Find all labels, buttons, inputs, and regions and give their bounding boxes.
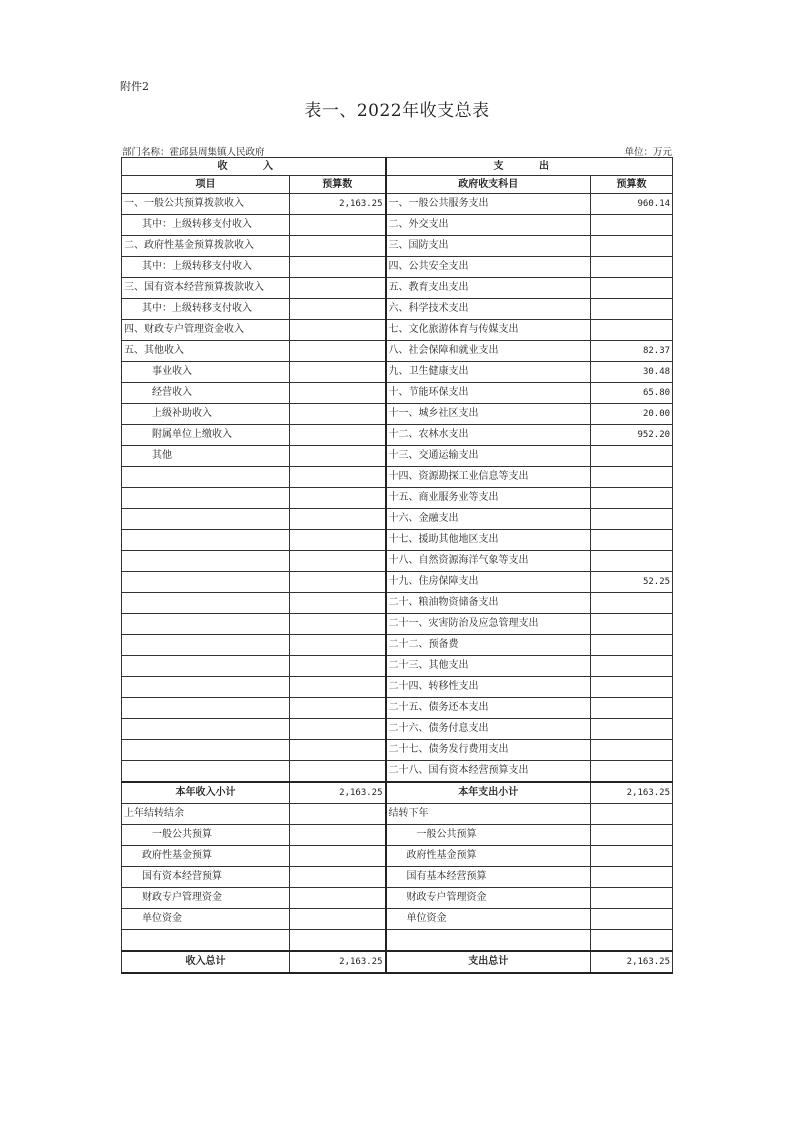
expense-item-cell: 二十七、债务发行费用支出	[386, 740, 591, 761]
income-budget-cell	[290, 593, 386, 614]
carry-income-value	[290, 825, 386, 846]
income-item-cell: 二、政府性基金预算拨款收入	[122, 236, 290, 257]
expense-item-cell: 二十四、转移性支出	[386, 677, 591, 698]
expense-item-cell: 十二、农林水支出	[386, 425, 591, 446]
expense-budget-cell	[591, 320, 673, 341]
expense-budget-cell: 20.00	[591, 404, 673, 425]
expense-budget-cell: 960.14	[591, 194, 673, 215]
department-name: 部门名称：霍邱县周集镇人民政府	[122, 147, 265, 158]
table-row	[122, 320, 673, 341]
expense-budget-cell	[591, 530, 673, 551]
expense-item-cell: 十、节能环保支出	[386, 383, 591, 404]
carry-expense-value	[591, 909, 673, 930]
income-item-cell	[122, 740, 290, 761]
expense-subtotal-value: 2,163.25	[591, 782, 673, 804]
table-row	[122, 215, 673, 236]
income-budget-cell	[290, 299, 386, 320]
expense-budget-cell	[591, 215, 673, 236]
carry-income-label: 财政专户管理资金	[122, 888, 290, 909]
expense-item-cell: 四、公共安全支出	[386, 257, 591, 278]
income-budget-cell	[290, 656, 386, 677]
expense-budget-cell	[591, 593, 673, 614]
expense-section-header: 支 出	[386, 158, 673, 176]
income-item-cell	[122, 614, 290, 635]
expense-item-cell: 七、文化旅游体育与传媒支出	[386, 320, 591, 341]
expense-item-cell: 十九、住房保障支出	[386, 572, 591, 593]
expense-item-cell: 二十五、债务还本支出	[386, 698, 591, 719]
expense-item-cell: 十四、资源勘探工业信息等支出	[386, 467, 591, 488]
table-row	[122, 593, 673, 614]
expense-item-cell: 六、科学技术支出	[386, 299, 591, 320]
income-budget-cell: 2,163.25	[290, 194, 386, 215]
carry-row	[122, 930, 673, 952]
expense-item-cell: 十五、商业服务业等支出	[386, 488, 591, 509]
income-item-cell: 事业收入	[122, 362, 290, 383]
income-item-cell	[122, 551, 290, 572]
table-row	[122, 635, 673, 656]
income-item-cell	[122, 677, 290, 698]
expense-budget-cell	[591, 278, 673, 299]
expense-budget-cell: 30.48	[591, 362, 673, 383]
carry-expense-value	[591, 930, 673, 952]
income-item-cell	[122, 509, 290, 530]
expense-budget-cell: 52.25	[591, 572, 673, 593]
item-column-header: 项目	[122, 176, 290, 194]
income-budget-cell	[290, 236, 386, 257]
income-item-cell: 一、一般公共预算拨款收入	[122, 194, 290, 215]
income-subtotal-label: 本年收入小计	[122, 782, 290, 804]
carry-income-value	[290, 888, 386, 909]
expense-budget-cell	[591, 614, 673, 635]
income-item-cell: 其他	[122, 446, 290, 467]
expense-budget-cell: 952.20	[591, 425, 673, 446]
carry-row	[122, 825, 673, 846]
expense-item-cell: 九、卫生健康支出	[386, 362, 591, 383]
gov-expense-item-column-header: 政府收支科目	[386, 176, 591, 194]
income-budget-cell	[290, 425, 386, 446]
table-row	[122, 257, 673, 278]
carry-expense-label: 国有基本经营预算	[386, 867, 591, 888]
table-row	[122, 530, 673, 551]
income-item-cell: 四、财政专户管理资金收入	[122, 320, 290, 341]
table-row	[122, 740, 673, 761]
income-item-cell: 五、其他收入	[122, 341, 290, 362]
carry-expense-label: 单位资金	[386, 909, 591, 930]
expense-budget-cell	[591, 761, 673, 783]
income-item-cell	[122, 593, 290, 614]
expense-item-cell: 二、外交支出	[386, 215, 591, 236]
carry-income-value	[290, 804, 386, 825]
table-row	[122, 656, 673, 677]
income-budget-cell	[290, 257, 386, 278]
carry-income-label: 上年结转结余	[122, 804, 290, 825]
expense-budget-cell	[591, 509, 673, 530]
carry-expense-value	[591, 846, 673, 867]
table-row	[122, 278, 673, 299]
income-item-cell	[122, 719, 290, 740]
income-item-cell	[122, 698, 290, 719]
budget-column-header: 预算数	[290, 176, 386, 194]
income-item-cell: 其中：上级转移支付收入	[122, 215, 290, 236]
carry-expense-label: 结转下年	[386, 804, 591, 825]
expense-item-cell: 二十六、债务付息支出	[386, 719, 591, 740]
expense-budget-cell	[591, 635, 673, 656]
expense-budget-cell	[591, 467, 673, 488]
income-item-cell	[122, 467, 290, 488]
income-budget-cell	[290, 467, 386, 488]
expense-item-cell: 二十、粮油物资储备支出	[386, 593, 591, 614]
income-item-cell: 经营收入	[122, 383, 290, 404]
expense-item-cell: 五、教育支出支出	[386, 278, 591, 299]
expense-item-cell: 二十三、其他支出	[386, 656, 591, 677]
expense-budget-cell: 65.80	[591, 383, 673, 404]
income-budget-cell	[290, 362, 386, 383]
expense-budget-cell	[591, 488, 673, 509]
income-budget-cell	[290, 509, 386, 530]
carry-expense-label	[386, 930, 591, 952]
table-row	[122, 572, 673, 593]
expense-budget-cell	[591, 551, 673, 572]
income-budget-cell	[290, 614, 386, 635]
carry-income-value	[290, 846, 386, 867]
carry-expense-label: 一般公共预算	[386, 825, 591, 846]
attachment-label: 附件2	[120, 80, 149, 93]
budget2-column-header: 预算数	[591, 176, 673, 194]
expense-total-label: 支出总计	[386, 951, 591, 973]
income-item-cell	[122, 761, 290, 783]
subtotal-row	[122, 782, 673, 804]
income-total-value: 2,163.25	[290, 951, 386, 973]
carry-income-label: 国有资本经营预算	[122, 867, 290, 888]
expense-budget-cell	[591, 698, 673, 719]
carry-expense-label: 财政专户管理资金	[386, 888, 591, 909]
table-row	[122, 614, 673, 635]
carry-income-label: 政府性基金预算	[122, 846, 290, 867]
carry-expense-value	[591, 888, 673, 909]
carry-income-value	[290, 867, 386, 888]
expense-item-cell: 三、国防支出	[386, 236, 591, 257]
carry-income-label: 单位资金	[122, 909, 290, 930]
income-budget-cell	[290, 488, 386, 509]
expense-item-cell: 十一、城乡社区支出	[386, 404, 591, 425]
expense-budget-cell	[591, 299, 673, 320]
table-row	[122, 341, 673, 362]
carry-expense-value	[591, 825, 673, 846]
income-item-cell	[122, 488, 290, 509]
table-row	[122, 194, 673, 215]
table-row	[122, 404, 673, 425]
expense-subtotal-label: 本年支出小计	[386, 782, 591, 804]
expense-item-cell: 二十八、国有资本经营预算支出	[386, 761, 591, 783]
carry-expense-label: 政府性基金预算	[386, 846, 591, 867]
carry-row	[122, 846, 673, 867]
income-budget-cell	[290, 719, 386, 740]
carry-income-label: 一般公共预算	[122, 825, 290, 846]
income-budget-cell	[290, 551, 386, 572]
total-row	[122, 951, 673, 973]
carry-expense-value	[591, 867, 673, 888]
table-row	[122, 509, 673, 530]
table-row	[122, 551, 673, 572]
income-budget-cell	[290, 698, 386, 719]
table-row	[122, 299, 673, 320]
expense-item-cell: 十三、交通运输支出	[386, 446, 591, 467]
expense-budget-cell	[591, 257, 673, 278]
table-row	[122, 467, 673, 488]
income-budget-cell	[290, 404, 386, 425]
expense-item-cell: 二十二、预备费	[386, 635, 591, 656]
income-budget-cell	[290, 320, 386, 341]
income-item-cell	[122, 635, 290, 656]
table-row	[122, 362, 673, 383]
expense-budget-cell	[591, 740, 673, 761]
income-budget-cell	[290, 341, 386, 362]
carry-row	[122, 888, 673, 909]
expense-budget-cell	[591, 236, 673, 257]
carry-row	[122, 867, 673, 888]
table-row	[122, 719, 673, 740]
carry-income-value	[290, 909, 386, 930]
income-budget-cell	[290, 530, 386, 551]
expense-item-cell: 二十一、灾害防治及应急管理支出	[386, 614, 591, 635]
table-row	[122, 383, 673, 404]
expense-total-value: 2,163.25	[591, 951, 673, 973]
expense-item-cell: 十六、金融支出	[386, 509, 591, 530]
income-item-cell: 其中：上级转移支付收入	[122, 257, 290, 278]
expense-item-cell: 八、社会保障和就业支出	[386, 341, 591, 362]
income-budget-cell	[290, 446, 386, 467]
income-item-cell: 附属单位上缴收入	[122, 425, 290, 446]
expense-budget-cell: 82.37	[591, 341, 673, 362]
carry-income-value	[290, 930, 386, 952]
table-row	[122, 698, 673, 719]
carry-expense-value	[591, 804, 673, 825]
expense-budget-cell	[591, 719, 673, 740]
income-subtotal-value: 2,163.25	[290, 782, 386, 804]
table-row	[122, 236, 673, 257]
page-title: 表一、2022年收支总表	[304, 101, 490, 121]
income-item-cell	[122, 656, 290, 677]
income-budget-cell	[290, 635, 386, 656]
income-budget-cell	[290, 215, 386, 236]
expense-item-cell: 一、一般公共服务支出	[386, 194, 591, 215]
income-budget-cell	[290, 740, 386, 761]
carry-income-label	[122, 930, 290, 952]
income-budget-cell	[290, 677, 386, 698]
table-row	[122, 446, 673, 467]
header-row-columns	[122, 176, 673, 194]
carry-row	[122, 909, 673, 930]
income-budget-cell	[290, 383, 386, 404]
unit-label: 单位：万元	[624, 147, 672, 158]
income-total-label: 收入总计	[122, 951, 290, 973]
income-budget-cell	[290, 761, 386, 783]
header-row-sections	[122, 158, 673, 176]
carry-row	[122, 804, 673, 825]
income-section-header: 收 入	[122, 158, 386, 176]
income-item-cell	[122, 530, 290, 551]
budget-summary-table	[121, 157, 673, 974]
income-item-cell: 上级补助收入	[122, 404, 290, 425]
table-row	[122, 488, 673, 509]
table-row	[122, 761, 673, 783]
income-budget-cell	[290, 572, 386, 593]
expense-budget-cell	[591, 446, 673, 467]
expense-budget-cell	[591, 656, 673, 677]
income-budget-cell	[290, 278, 386, 299]
income-item-cell	[122, 572, 290, 593]
expense-budget-cell	[591, 677, 673, 698]
table-row	[122, 677, 673, 698]
expense-item-cell: 十七、援助其他地区支出	[386, 530, 591, 551]
table-row	[122, 425, 673, 446]
income-item-cell: 其中：上级转移支付收入	[122, 299, 290, 320]
income-item-cell: 三、国有资本经营预算拨款收入	[122, 278, 290, 299]
expense-item-cell: 十八、自然资源海洋气象等支出	[386, 551, 591, 572]
